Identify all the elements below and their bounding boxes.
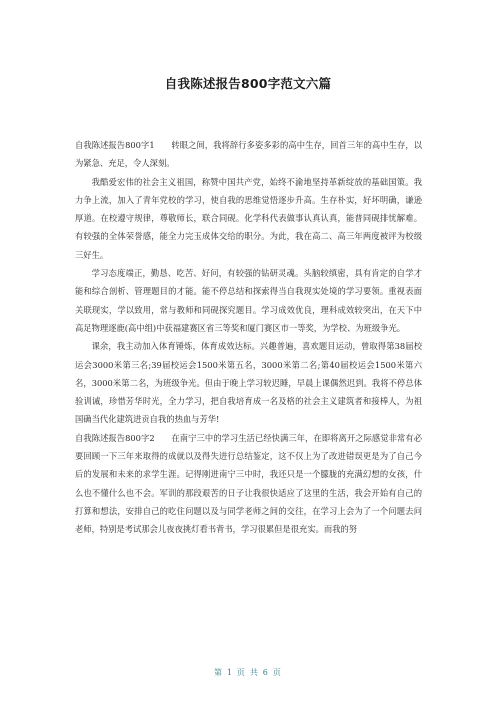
paragraph-1: 自我陈述报告800字1 转眼之间，我将辞行多姿多彩的高中生存，回首三年的高中生存，以为紧急、充足，令人深刻。: [75, 140, 422, 169]
paragraph-5: 自我陈述报告800字2 在南宁三中的学习生活已经快满三年，在即将离开之际感觉非常有必要回顾一下三年来取得的成就以及得失进行总结鉴定，这不仅上为了改进错误更是为了自己今后的发展和未来的求学生涯。记得刚进南宁三中时，我还只是一个朦胧的充满幻想的女孩，什么也不懂什么也不会。军训的那段艰苦的日子让我很快适应了这里的生活，我会开始有自己的打算和想法，安排自己的吃住问题以及与同学老师之间的交往，在学习上会为了一个问题去问老师，特别是考试那会儿夜夜挑灯看书背书，学习很累但是很充实。而我的努: [75, 432, 422, 535]
document-body: [75, 136, 422, 539]
page-number-footer: 第 1 页 共 6 页: [213, 668, 283, 677]
paragraph-3: 学习态度端正，勤恳、吃苦、好问，有较强的钻研灵魂。头脑较缜密，具有肯定的自学才能和综合剖析、管理题目的才能。能不停总结和探索得当自我现实处境的学习要领。重视表面关联现实，学以致用，常与教师和同砚探究题目。学习成效优良，理科成效较突出，在天下中高足物理逐鹿(高中组)中获福建赛区省三等奖和厦门赛区市一等奖，为学校、为班级争光。: [75, 268, 422, 333]
paragraph-4: 课余，我主动加入体育锤炼，体育成效达标。兴趣普遍，喜欢题目运动，曾取得第38届校运会3000米第三名;39届校运会1500米第五名，3000米第二名;第40届校运会1500米第六名，3000米第二名，为班级争光。但由于晚上学习较迟睡，早晨上课偶然迟到。我将不停总体验训诫，珍惜芳华时光，全力学习，把自我培育成一名及格的社会主义建筑者和接棒人，为祖国确当代化建筑进贡自我的热血与芳华!: [75, 341, 422, 425]
page-title: 自我陈述报告800字范文六篇: [164, 76, 332, 91]
paragraph-2: 我酷爱宏伟的社会主义祖国，称赞中国共产党，始终不渝地坚持革新绽放的基础国策。我力争上流，加入了青年党校的学习，使自我的思维觉悟逐步升高。生存朴实，好坏明确，谦逊厚道。在校遵守规律，尊敬师长，联合同砚。化学科代表做事认真认真，能普同砚排忧解难。有较强的全体荣誉感，能全力完玉成体交给的职分。为此，我在高二、高三年两度被评为校级三好生。: [75, 176, 422, 260]
